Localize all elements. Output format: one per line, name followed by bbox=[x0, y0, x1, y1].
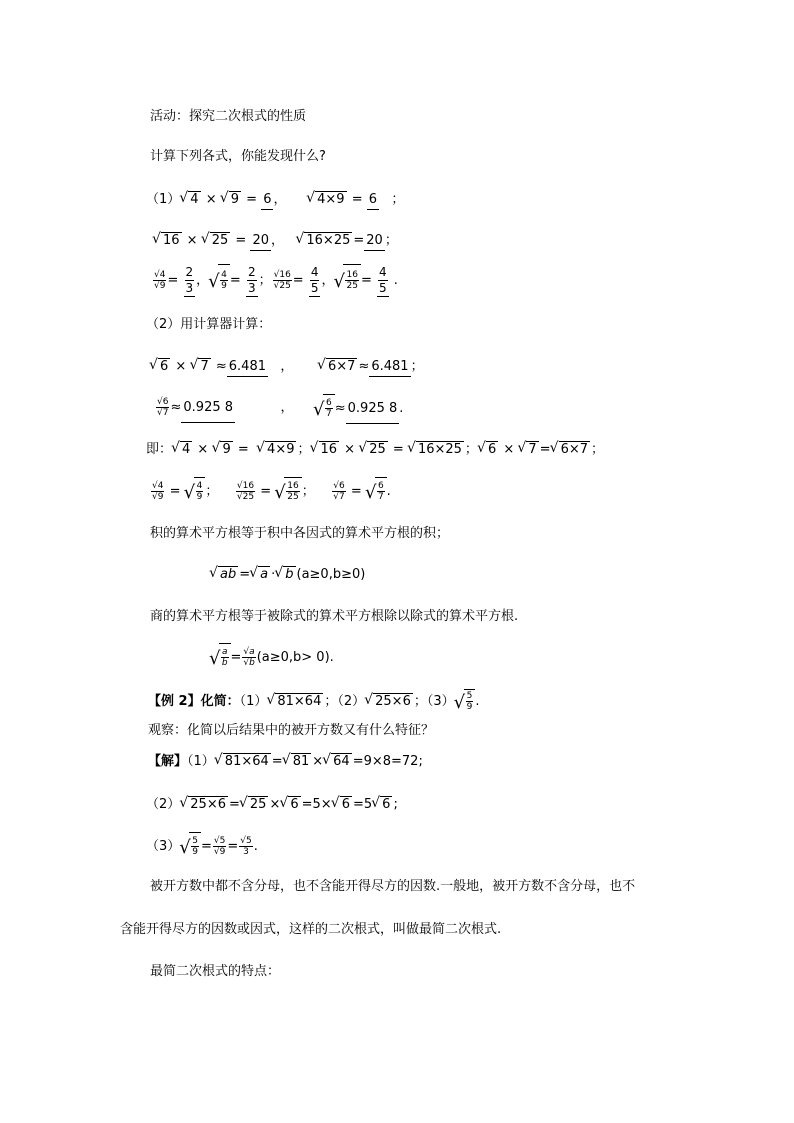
sqrt-4: √ 4 bbox=[180, 191, 200, 209]
part2-line1b: √ 6×7 ≈ 6.481 ； bbox=[318, 358, 424, 377]
answer-09258a: 0.925 8 bbox=[181, 394, 235, 423]
paragraph-line2: 含能开得尽方的因数或因式，这样的二次根式，叫做最简二次根式. bbox=[120, 922, 502, 937]
part2-line2: $\frac{√6}{√7}$ ≈ 0.925 8 ， bbox=[155, 394, 293, 423]
answer-6481b: 6.481 bbox=[369, 358, 410, 377]
sqrt-7: √ 7 bbox=[190, 358, 210, 376]
formula-product: √ ab =√ a ·√ b (a≥0,b≥0) bbox=[210, 566, 365, 584]
features-heading: 最简二次根式的特点： bbox=[150, 964, 281, 979]
observe-text: 观察：化简以后结果中的被开方数又有什么特征？ bbox=[148, 723, 435, 738]
frac-4-5b: $\frac{4}{5}$ bbox=[378, 264, 387, 295]
prompt-text: 计算下列各式，你能发现什么? bbox=[150, 149, 326, 164]
sqrt-16: √ 16 bbox=[153, 232, 182, 250]
sqrt-frac-4-9: √ $\frac{4}{9}$ bbox=[209, 264, 230, 297]
part2-line2b: √ $\frac{6}{7}$ ≈ 0.925 8 . bbox=[314, 394, 403, 424]
answer-6481a: 6.481 bbox=[227, 358, 268, 377]
ji-fractions: $\frac{√4}{√9}$ = √ $\frac{4}{9}$ ； $\frac{√16}{√25}$ = √ $\frac{16}{25}$ ； $\frac{√6}{√7}$ = √ $\frac{6}{7}$ . bbox=[150, 477, 391, 506]
solution-3: （3） √ $\frac{5}{9}$ = $\frac{√5}{√9}$ = $\frac{√5}{3}$ . bbox=[146, 832, 258, 861]
frac-2-3a: $\frac{2}{3}$ bbox=[185, 264, 194, 295]
rule-quotient: 商的算术平方根等于被除式的算术平方根除以除式的算术平方根. bbox=[150, 609, 519, 624]
solution-1: 【解】（1）√ 81×64 =√ 81 ×√ 64 =9×8=72; bbox=[148, 753, 423, 771]
answer-20b: 20 bbox=[364, 232, 385, 251]
example2-line: 【例 2】化简：（1）√ 81×64 ；（2）√ 25×6 ；（3） √ $\frac{5}{9}$ . bbox=[148, 689, 480, 714]
paragraph-line1: 被开方数中都不含分母，也不含能开得尽方的因数.一般地，被开方数不含分母，也不 bbox=[150, 879, 636, 894]
answer-6b: 6 bbox=[367, 191, 379, 210]
sqrt-frac-16-25: √ $\frac{16}{25}$ bbox=[334, 264, 360, 297]
ji-line: 即：√ 4 × √ 9 = √ 4×9 ；√ 16 × √ 25 = √ 16×25 ；√ 6 × √ 7 =√ 6×7 ； bbox=[146, 441, 604, 459]
sqrt-16x25: √ 16×25 bbox=[296, 232, 352, 250]
answer-20a: 20 bbox=[250, 232, 271, 251]
formula-quotient: √ $\frac{a}{b}$ = $\frac{√a}{√b}$ (a≥0,b> 0). bbox=[210, 643, 334, 672]
part1-label: （1） bbox=[146, 192, 181, 207]
sqrt-9: √ 9 bbox=[221, 191, 241, 209]
part2-line1: √ 6 × √ 7 ≈ 6.481 ， bbox=[150, 358, 293, 377]
frac-sqrt4-sqrt9: $\frac{√4}{√9}$ bbox=[154, 270, 166, 291]
frac-sqrt6-sqrt7: $\frac{√6}{√7}$ bbox=[157, 397, 169, 418]
sqrt-6x7: √ 6×7 bbox=[318, 358, 357, 376]
frac-sqrt16-sqrt25: $\frac{√16}{√25}$ bbox=[273, 270, 291, 291]
part1-line1: （1）√ 4 × √ 9 = 6 ， √ 4×9 = 6 ； bbox=[146, 191, 404, 210]
sqrt-6: √ 6 bbox=[150, 358, 170, 376]
rule-product: 积的算术平方根等于积中各因式的算术平方根的积； bbox=[150, 526, 450, 541]
part1-line2: √ 16 × √ 25 = 20 ， √ 16×25 = 20 ； bbox=[153, 232, 398, 251]
solution-2: （2）√ 25×6 =√ 25 ×√ 6 =5×√ 6 =5√ 6 ; bbox=[146, 796, 398, 814]
part1-fractions: $\frac{√4}{√9}$ = $\frac{2}{3}$ ， √ $\frac{4}{9}$ = $\frac{2}{3}$ ； $\frac{√16}{√25}$ = $\frac{4}{5}$ ， √ $\frac{16}{25}$ = $\frac{4}{5}$ . bbox=[152, 264, 398, 297]
sqrt-frac-6-7: √ $\frac{6}{7}$ bbox=[314, 394, 335, 423]
frac-2-3b: $\frac{2}{3}$ bbox=[247, 264, 256, 295]
part2-label: （2）用计算器计算： bbox=[146, 317, 272, 332]
answer-09258b: 0.925 8 bbox=[346, 395, 400, 424]
answer-6a: 6 bbox=[261, 191, 273, 210]
frac-4-5a: $\frac{4}{5}$ bbox=[310, 264, 319, 295]
sqrt-25: √ 25 bbox=[202, 232, 231, 250]
sqrt-4x9: √ 4×9 bbox=[307, 191, 346, 209]
activity-heading: 活动：探究二次根式的性质 bbox=[150, 109, 307, 124]
